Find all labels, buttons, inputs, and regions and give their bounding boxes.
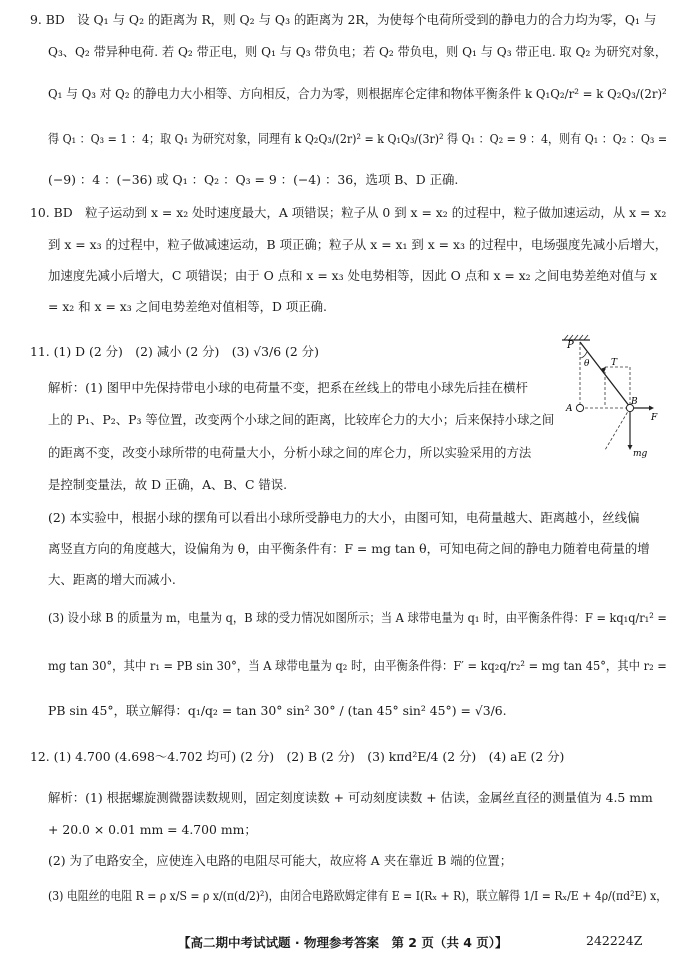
label-mg: mg [633,449,648,459]
theta-arc [580,352,587,358]
footer-title: 【高二期中考试试题 · 物理参考答案 第 2 页（共 4 页）】 [178,935,508,950]
text-line: 10. BD 粒子运动到 x = x₂ 处时速度最大，A 项错误；粒子从 0 到 x = x₂ 的过程中，粒子做加速运动，从 x = x₂ [30,205,667,220]
text-line: + 20.0 × 0.01 mm = 4.700 mm； [48,822,257,837]
text-line: 到 x = x₃ 的过程中，粒子做减速运动，B 项正确；粒子从 x = x₁ 到 x = x₃ 的过程中，电场强度先减小后增大， [48,237,668,252]
text-line: (2) 本实验中，根据小球的摆角可以看出小球所受静电力的大小，由图可知，电荷量越大、距离越小，丝线偏 [48,510,640,525]
label-a: A [566,404,573,414]
label-theta: θ [584,359,590,369]
text-line: Q₃、Q₂ 带异种电荷. 若 Q₂ 带正电，则 Q₁ 与 Q₃ 带负电；若 Q₂ 带负电，则 Q₁ 与 Q₃ 带正电. 取 Q₂ 为研究对象， [48,44,667,59]
label-t: T [611,358,618,368]
text-line: Q₁ 与 Q₃ 对 Q₂ 的静电力大小相等、方向相反，合力为零，则根据库仑定律和物体平衡条件 k Q₁Q₂/r² = k Q₂Q₃/(2r)² [48,86,667,101]
force-diagram [560,334,660,459]
text-line: 9. BD 设 Q₁ 与 Q₂ 的距离为 R，则 Q₂ 与 Q₃ 的距离为 2R，为使每个电荷所受到的静电力的合力均为零，Q₁ 与 [30,12,657,27]
text-line: 加速度先减小后增大，C 项错误；由于 O 点和 x = x₃ 处电势相等，因此 O 点和 x = x₂ 之间电势差绝对值与 x [48,268,658,283]
text-line: (3) 设小球 B 的质量为 m，电量为 q，B 球的受力情况如图所示；当 A 球带电量为 q₁ 时，由平衡条件得：F = kq₁q/r₁² = [48,610,667,625]
text-line: 解析：(1) 根据螺旋测微器读数规则，固定刻度读数 + 可动刻度读数 + 估读，金属丝直径的测量值为 4.5 mm [48,790,653,805]
footer-code: 242224Z [586,933,643,948]
force-f-head [649,406,654,411]
dashed-resultant [605,408,630,450]
text-line: mg tan 30°，其中 r₁ = PB sin 30°，当 A 球带电量为 q₂ 时，由平衡条件得：F′ = kq₂q/r₂² = mg tan 45°，其中 r₂ = [48,658,667,673]
text-line: 解析：(1) 图甲中先保持带电小球的电荷量不变，把系在丝线上的带电小球先后挂在横杆 [48,380,528,395]
text-line: (3) 电阻丝的电阻 R = ρ x/S = ρ x/(π(d/2)²)，由闭合电路欧姆定律有 E = I(Rₓ + R)，联立解得 1/I = Rₓ/E + 4ρ/(πd²E) x， [48,888,668,903]
text-line: 大、距离的增大而减小. [48,572,176,587]
text-line: 上的 P₁、P₂、P₃ 等位置，改变两个小球之间的距离，比较库仑力的大小；后来保持小球之间 [48,412,555,427]
gravity-head [628,445,633,450]
label-p: P [567,340,574,351]
label-f: F [651,413,658,423]
text-line: (−9) ：4 ：(−36) 或 Q₁ ：Q₂ ：Q₃ = 9 ：(−4) ：36，选项 B、D 正确. [48,172,459,187]
text-line: (2) 为了电路安全，应使连入电路的电阻尽可能大，故应将 A 夹在靠近 B 端的位置； [48,853,513,868]
text-line: 是控制变量法，故 D 正确，A、B、C 错误. [48,477,288,492]
text-line: PB sin 45°，联立解得：q₁/q₂ = tan 30° sin² 30° / (tan 45° sin² 45°) = √3/6. [48,703,507,718]
text-line: 11. (1) D (2 分) (2) 减小 (2 分) (3) √3/6 (2 分) [30,344,319,359]
text-line: 12. (1) 4.700 (4.698～4.702 均可) (2 分) (2) B (2 分) (3) kπd²E/4 (2 分) (4) aE (2 分) [30,749,565,764]
label-b: B [631,397,638,407]
text-line: 得 Q₁ ：Q₃ = 1 ：4；取 Q₁ 为研究对象，同理有 k Q₂Q₃/(2r)² = k Q₁Q₃/(3r)² 得 Q₁ ：Q₂ = 9 ：4，则有 Q₁ ：Q₂ ：Q₃ = [48,131,668,146]
text-line: 离竖直方向的角度越大，设偏角为 θ，由平衡条件有：F = mg tan θ，可知电荷之间的静电力随着电荷量的增 [48,541,650,556]
ball-a [576,404,583,411]
text-line: 的距离不变，改变小球所带的电荷量大小，分析小球之间的库仑力，所以实验采用的方法 [48,445,532,460]
text-line: = x₂ 和 x = x₃ 之间电势差绝对值相等，D 项正确. [48,299,327,314]
